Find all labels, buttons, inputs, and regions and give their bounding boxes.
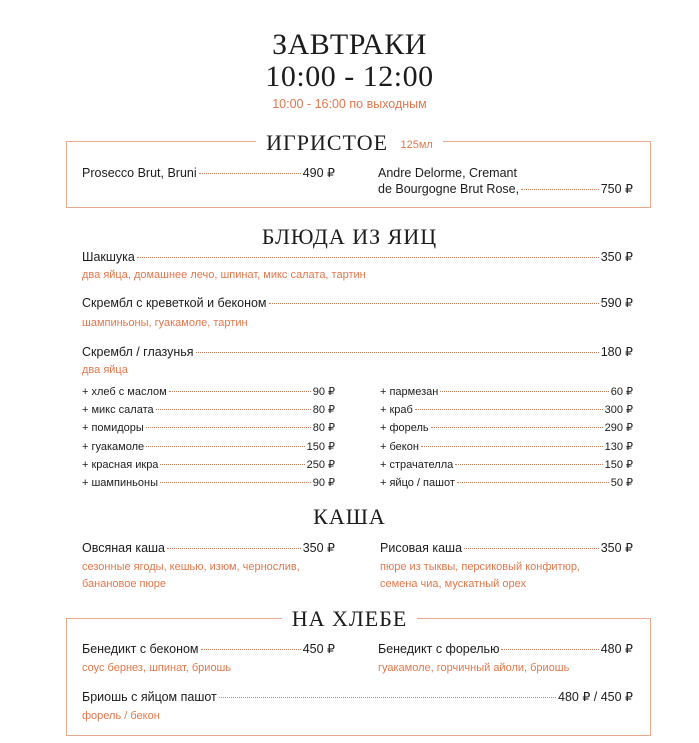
addon-item xyxy=(82,419,335,437)
item-price: 80 ₽ xyxy=(312,422,335,435)
item-price: 290 ₽ xyxy=(604,422,633,435)
item-name: Овсяная каша xyxy=(82,541,166,555)
item-description: банановое пюре xyxy=(82,578,167,590)
bread-title: НА ХЛЕБЕ xyxy=(282,606,418,632)
item-price: 750 ₽ xyxy=(600,182,633,196)
item-price: 80 ₽ xyxy=(312,404,335,417)
dot-leader xyxy=(169,391,311,392)
item-description: пюре из тыквы, персиковый конфитюр, xyxy=(380,561,580,573)
weekend-label: по выходным xyxy=(349,97,427,111)
addon-item xyxy=(82,401,335,419)
dot-leader xyxy=(201,649,301,650)
dot-leader xyxy=(196,352,599,353)
item-name: Бенедикт с форелью xyxy=(378,642,500,656)
eggs-title: БЛЮДА ИЗ ЯИЦ xyxy=(261,224,438,249)
dot-leader xyxy=(156,409,311,410)
dot-leader xyxy=(455,464,602,465)
dot-leader xyxy=(431,427,603,428)
item-price: 50 ₽ xyxy=(610,477,633,490)
sparkling-title: ИГРИСТОЕ xyxy=(266,130,389,155)
menu-item xyxy=(82,344,633,360)
item-price: 130 ₽ xyxy=(604,440,633,453)
item-price: 150 ₽ xyxy=(306,440,335,453)
menu-item xyxy=(378,641,633,657)
menu-item xyxy=(82,641,335,657)
menu-item xyxy=(82,540,335,556)
item-name: Шакшука xyxy=(82,250,135,264)
item-price: 480 ₽ / 450 ₽ xyxy=(558,690,633,704)
addon-item xyxy=(82,474,335,492)
item-price: 60 ₽ xyxy=(610,386,633,398)
item-name: Бенедикт с беконом xyxy=(82,642,199,656)
weekend-hours: 10:00 - 16:00 xyxy=(272,97,346,111)
dot-leader xyxy=(219,697,556,698)
item-name: + хлеб с маслом xyxy=(82,386,167,398)
dot-leader xyxy=(146,446,304,447)
item-description: сезонные ягоды, кешью, изюм, чернослив, xyxy=(82,561,300,573)
addons-right xyxy=(380,383,633,492)
page-title: ЗАВТРАКИ xyxy=(272,28,427,61)
item-name: + красная икра xyxy=(82,458,159,471)
item-description: соус бернез, шпинат, бриошь xyxy=(82,662,232,674)
addons-left xyxy=(82,383,335,492)
item-description: два яйца xyxy=(82,364,128,376)
item-name: + краб xyxy=(380,404,413,417)
bread-header xyxy=(0,606,699,632)
menu-item xyxy=(378,181,633,197)
item-name: + гуакамоле xyxy=(82,440,145,453)
addon-item xyxy=(380,401,633,419)
item-description: форель / бекон xyxy=(82,710,160,722)
item-price: 300 ₽ xyxy=(604,404,633,417)
item-price: 180 ₽ xyxy=(600,345,633,359)
item-name: + микс салата xyxy=(82,404,154,417)
item-name: + бекон xyxy=(380,440,419,453)
menu-item-name-line1: Andre Delorme, Cremant xyxy=(378,166,517,180)
dot-leader xyxy=(501,649,598,650)
dot-leader xyxy=(269,303,599,304)
dot-leader xyxy=(440,391,608,392)
item-name: de Bourgogne Brut Rose, xyxy=(378,182,520,196)
item-price: 490 ₽ xyxy=(302,166,335,180)
menu-item xyxy=(82,249,633,265)
dot-leader xyxy=(146,427,311,428)
item-name: Скрембл / глазунья xyxy=(82,345,194,359)
item-price: 480 ₽ xyxy=(600,642,633,656)
menu-item xyxy=(82,295,633,311)
menu-item xyxy=(82,689,633,705)
dot-leader xyxy=(137,257,599,258)
item-price: 350 ₽ xyxy=(600,250,633,264)
item-price: 90 ₽ xyxy=(312,477,335,490)
dot-leader xyxy=(421,446,603,447)
addon-item xyxy=(380,474,633,492)
porridge-title: КАША xyxy=(313,504,386,529)
item-name: + форель xyxy=(380,422,429,435)
breakfast-hours: 10:00 - 12:00 xyxy=(265,60,434,93)
item-description: гуакамоле, горчичный айоли, бриошь xyxy=(378,662,570,674)
item-description: два яйца, домашнее лечо, шпинат, микс салата, тартин xyxy=(82,269,366,281)
dot-leader xyxy=(521,189,599,190)
addon-item xyxy=(380,383,633,401)
item-name: + шампиньоны xyxy=(82,477,158,490)
item-name: + яйцо / пашот xyxy=(380,477,455,490)
item-name: + помидоры xyxy=(82,422,144,435)
addon-item xyxy=(82,383,335,401)
dot-leader xyxy=(160,464,304,465)
item-name: Скрембл с креветкой и беконом xyxy=(82,296,267,310)
item-price: 590 ₽ xyxy=(600,296,633,310)
dot-leader xyxy=(415,409,603,410)
item-price: 450 ₽ xyxy=(302,642,335,656)
addon-item xyxy=(380,419,633,437)
dot-leader xyxy=(167,548,301,549)
addon-item xyxy=(82,456,335,474)
sparkling-header xyxy=(0,130,699,156)
item-price: 350 ₽ xyxy=(600,541,633,555)
item-price: 250 ₽ xyxy=(306,458,335,471)
dot-leader xyxy=(464,548,599,549)
item-description: шампиньоны, гуакамоле, тартин xyxy=(82,317,248,329)
weekend-hours-note xyxy=(0,97,699,111)
dot-leader xyxy=(457,482,609,483)
addon-item xyxy=(380,456,633,474)
menu-item xyxy=(82,165,335,181)
item-name: Бриошь с яйцом пашот xyxy=(82,690,217,704)
item-name: Рисовая каша xyxy=(380,541,463,555)
sparkling-volume: 125мл xyxy=(400,139,433,151)
item-name: Prosecco Brut, Bruni xyxy=(82,166,197,180)
item-price: 90 ₽ xyxy=(312,386,335,398)
addon-item xyxy=(380,438,633,456)
addon-item xyxy=(82,438,335,456)
item-price: 350 ₽ xyxy=(302,541,335,555)
dot-leader xyxy=(160,482,311,483)
item-price: 150 ₽ xyxy=(604,458,633,471)
dot-leader xyxy=(199,173,301,174)
item-name: + пармезан xyxy=(380,386,439,398)
item-description: семена чиа, мускатный орех xyxy=(380,578,526,590)
item-name: + страчателла xyxy=(380,458,454,471)
menu-item xyxy=(380,540,633,556)
